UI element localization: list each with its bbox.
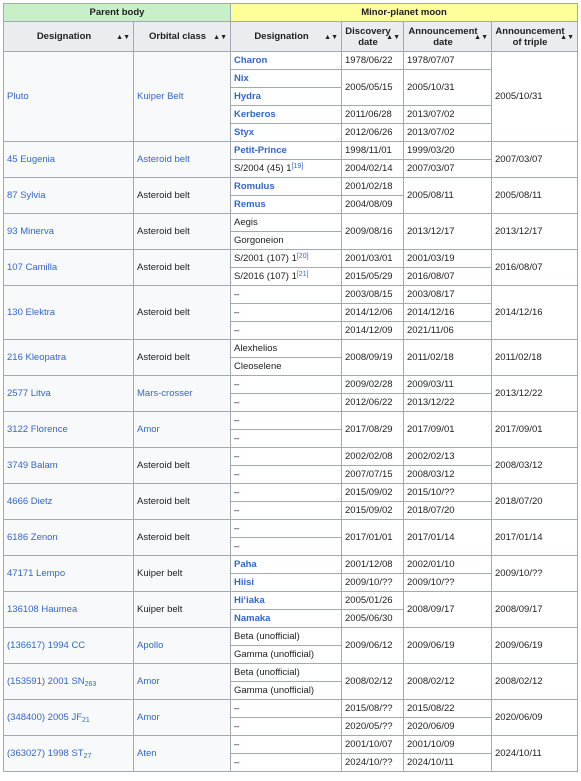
orbital-class-text: Kuiper belt bbox=[137, 604, 183, 615]
parent-body-cell bbox=[4, 250, 134, 286]
table-row bbox=[4, 142, 578, 160]
orbital-class-cell bbox=[134, 520, 231, 556]
moon-name-link[interactable]: Petit-Prince bbox=[234, 145, 287, 156]
discovery-date-cell: 2008/09/19 bbox=[342, 340, 404, 376]
parent-body-cell bbox=[4, 142, 134, 178]
moon-name: Gamma (unofficial) bbox=[234, 685, 315, 696]
parent-body-cell bbox=[4, 664, 134, 700]
announcement-of-triple-cell: 2013/12/17 bbox=[492, 214, 578, 250]
orbital-class-cell bbox=[134, 52, 231, 142]
header-label: Designation bbox=[254, 31, 309, 42]
discovery-date-cell: 2014/12/06 bbox=[342, 304, 404, 322]
header-label: Orbital class bbox=[148, 31, 207, 42]
discovery-date-cell: 2009/06/12 bbox=[342, 628, 404, 664]
announcement-date-cell: 2008/09/17 bbox=[404, 592, 492, 628]
parent-body-link[interactable]: (348400) 2005 JF bbox=[7, 712, 82, 723]
moon-designation-cell bbox=[231, 340, 342, 358]
orbital-class-text: Asteroid belt bbox=[137, 496, 190, 507]
moon-name: S/2016 (107) 1 bbox=[234, 271, 297, 282]
table-row bbox=[4, 178, 578, 196]
parent-body-cell bbox=[4, 214, 134, 250]
discovery-date-cell: 2017/01/01 bbox=[342, 520, 404, 556]
announcement-of-triple-cell: 2005/10/31 bbox=[492, 52, 578, 142]
announcement-date-cell: 2017/09/01 bbox=[404, 412, 492, 448]
orbital-class-link[interactable]: Apollo bbox=[137, 640, 164, 651]
announcement-date-cell: 2013/07/02 bbox=[404, 124, 492, 142]
announcement-of-triple-cell: 2008/02/12 bbox=[492, 664, 578, 700]
discovery-date-cell: 2024/10/?? bbox=[342, 754, 404, 772]
announcement-of-triple-cell: 2024/10/11 bbox=[492, 736, 578, 772]
announcement-date-cell: 2008/03/12 bbox=[404, 466, 492, 484]
parent-body-link[interactable]: 136108 Haumea bbox=[7, 604, 78, 615]
discovery-date-cell: 2005/05/15 bbox=[342, 70, 404, 106]
moon-designation-cell bbox=[231, 358, 342, 376]
moon-designation-cell bbox=[231, 448, 342, 466]
orbital-class-cell bbox=[134, 736, 231, 772]
table-row bbox=[4, 736, 578, 754]
orbital-class-text: Asteroid belt bbox=[137, 352, 190, 363]
announcement-date-cell: 2017/01/14 bbox=[404, 520, 492, 556]
moon-name: – bbox=[234, 379, 240, 390]
moon-designation-cell bbox=[231, 556, 342, 574]
moon-designation-cell bbox=[231, 394, 342, 412]
parent-body-link[interactable]: 3122 Florence bbox=[7, 424, 68, 435]
table-row bbox=[4, 286, 578, 304]
parent-body-cell bbox=[4, 484, 134, 520]
parent-body-link[interactable]: (153591) 2001 SN bbox=[7, 676, 85, 687]
moon-name: – bbox=[234, 703, 240, 714]
moon-designation-cell bbox=[231, 214, 342, 232]
sort-arrows-icon[interactable]: ▲▼ bbox=[386, 34, 400, 41]
parent-body-cell bbox=[4, 340, 134, 376]
discovery-date-cell: 2008/02/12 bbox=[342, 664, 404, 700]
moon-designation-cell bbox=[231, 70, 342, 88]
moon-designation-cell bbox=[231, 88, 342, 106]
moon-name-link[interactable]: Nix bbox=[234, 73, 249, 84]
minor-planet-moon-group-header: Minor-planet moon bbox=[231, 4, 578, 22]
announcement-date-cell: 1978/07/07 bbox=[404, 52, 492, 70]
parent-body-subscript[interactable]: 263 bbox=[84, 681, 97, 688]
table-row bbox=[4, 412, 578, 430]
discovery-date-cell: 2002/02/08 bbox=[342, 448, 404, 466]
moon-designation-cell bbox=[231, 142, 342, 160]
orbital-class-text: Asteroid belt bbox=[137, 190, 190, 201]
table-row bbox=[4, 340, 578, 358]
discovery-date-cell: 2009/02/28 bbox=[342, 376, 404, 394]
moon-designation-cell bbox=[231, 718, 342, 736]
moon-name-link[interactable]: Hiisi bbox=[234, 577, 255, 588]
announcement-date-column-header[interactable] bbox=[404, 22, 492, 52]
moon-name-link[interactable]: Kerberos bbox=[234, 109, 276, 120]
orbital-class-link[interactable]: Amor bbox=[137, 676, 160, 687]
moon-designation-cell bbox=[231, 250, 342, 268]
announcement-date-cell: 2018/07/20 bbox=[404, 502, 492, 520]
orbital-class-cell bbox=[134, 376, 231, 412]
parent-body-link[interactable]: (363027) 1998 ST bbox=[7, 748, 84, 759]
orbital-class-cell bbox=[134, 340, 231, 376]
parent-body-cell bbox=[4, 448, 134, 484]
orbital-class-text: Asteroid belt bbox=[137, 532, 190, 543]
moon-name-link[interactable]: Hiʻiaka bbox=[234, 595, 265, 606]
parent-body-link[interactable]: (136617) 1994 CC bbox=[7, 640, 86, 651]
sort-arrows-icon[interactable]: ▲▼ bbox=[213, 34, 227, 41]
header-label: Announcement date bbox=[408, 25, 478, 48]
discovery-date-cell: 2020/05/?? bbox=[342, 718, 404, 736]
sort-arrows-icon[interactable]: ▲▼ bbox=[116, 34, 130, 41]
discovery-date-cell: 2001/12/08 bbox=[342, 556, 404, 574]
moon-designation-cell bbox=[231, 178, 342, 196]
orbital-class-cell bbox=[134, 412, 231, 448]
parent-body-cell bbox=[4, 556, 134, 592]
moon-name: – bbox=[234, 397, 240, 408]
announcement-date-cell: 2003/08/17 bbox=[404, 286, 492, 304]
orbital-class-cell bbox=[134, 664, 231, 700]
header-label: Announcement of triple bbox=[495, 25, 565, 48]
orbital-class-text: Kuiper belt bbox=[137, 568, 183, 579]
moon-designation-cell bbox=[231, 286, 342, 304]
moon-designation-cell bbox=[231, 196, 342, 214]
announcement-date-cell: 2013/12/22 bbox=[404, 394, 492, 412]
table-row bbox=[4, 376, 578, 394]
parent-body-link[interactable]: 2577 Litva bbox=[7, 388, 51, 399]
announcement-date-cell: 2005/08/11 bbox=[404, 178, 492, 214]
moon-designation-cell bbox=[231, 466, 342, 484]
announcement-of-triple-cell: 2005/08/11 bbox=[492, 178, 578, 214]
moon-designation-cell bbox=[231, 646, 342, 664]
moon-name: – bbox=[234, 505, 240, 516]
parent-body-link[interactable]: 87 Sylvia bbox=[7, 190, 46, 201]
moon-name-link[interactable]: Namaka bbox=[234, 613, 271, 624]
table-row bbox=[4, 700, 578, 718]
orbital-class-column-header[interactable] bbox=[134, 22, 231, 52]
moon-designation-cell bbox=[231, 664, 342, 682]
parent-body-group-header: Parent body bbox=[4, 4, 231, 22]
sort-arrows-icon[interactable]: ▲▼ bbox=[560, 34, 574, 41]
moon-designation-cell bbox=[231, 412, 342, 430]
parent-body-link[interactable]: 4666 Dietz bbox=[7, 496, 53, 507]
orbital-class-link[interactable]: Kuiper Belt bbox=[137, 91, 184, 102]
moon-name: – bbox=[234, 541, 240, 552]
parent-body-link[interactable]: 216 Kleopatra bbox=[7, 352, 67, 363]
announcement-date-cell: 2007/03/07 bbox=[404, 160, 492, 178]
table-row bbox=[4, 484, 578, 502]
moon-designation-cell bbox=[231, 520, 342, 538]
moon-designation-cell bbox=[231, 268, 342, 286]
announcement-of-triple-cell: 2009/10/?? bbox=[492, 556, 578, 592]
moon-name: Beta (unofficial) bbox=[234, 667, 300, 678]
reference-link[interactable]: [20] bbox=[296, 253, 309, 260]
discovery-date-cell: 2017/08/29 bbox=[342, 412, 404, 448]
discovery-date-cell: 2007/07/15 bbox=[342, 466, 404, 484]
discovery-date-cell: 2005/06/30 bbox=[342, 610, 404, 628]
discovery-date-cell: 2012/06/26 bbox=[342, 124, 404, 142]
orbital-class-cell bbox=[134, 214, 231, 250]
discovery-date-cell: 2004/02/14 bbox=[342, 160, 404, 178]
discovery-date-cell: 2001/03/01 bbox=[342, 250, 404, 268]
moon-designation-cell bbox=[231, 736, 342, 754]
discovery-date-cell: 2003/08/15 bbox=[342, 286, 404, 304]
discovery-date-cell: 2014/12/09 bbox=[342, 322, 404, 340]
discovery-date-cell: 2011/06/28 bbox=[342, 106, 404, 124]
announcement-date-cell: 2005/10/31 bbox=[404, 70, 492, 106]
announcement-of-triple-cell: 2011/02/18 bbox=[492, 340, 578, 376]
orbital-class-link[interactable]: Mars-crosser bbox=[137, 388, 193, 399]
moon-designation-cell bbox=[231, 610, 342, 628]
announcement-of-triple-cell: 2020/06/09 bbox=[492, 700, 578, 736]
orbital-class-cell bbox=[134, 250, 231, 286]
orbital-class-text: Asteroid belt bbox=[137, 226, 190, 237]
moon-name: – bbox=[234, 469, 240, 480]
announcement-date-cell: 2013/07/02 bbox=[404, 106, 492, 124]
discovery-date-cell: 2012/06/22 bbox=[342, 394, 404, 412]
moon-designation-cell bbox=[231, 682, 342, 700]
moon-name-link[interactable]: Styx bbox=[234, 127, 255, 138]
moon-name-link[interactable]: Charon bbox=[234, 55, 268, 66]
moon-name: Cleoselene bbox=[234, 361, 282, 372]
announcement-date-cell: 2015/08/22 bbox=[404, 700, 492, 718]
moon-name: – bbox=[234, 487, 240, 498]
parent-body-cell bbox=[4, 412, 134, 448]
parent-body-cell bbox=[4, 592, 134, 628]
reference-link[interactable]: [21] bbox=[296, 271, 309, 278]
orbital-class-cell bbox=[134, 592, 231, 628]
moon-name: – bbox=[234, 721, 240, 732]
parent-body-cell bbox=[4, 178, 134, 214]
orbital-class-cell bbox=[134, 178, 231, 214]
discovery-date-cell: 2015/05/29 bbox=[342, 268, 404, 286]
moon-name-link[interactable]: Paha bbox=[234, 559, 257, 570]
announcement-of-triple-cell: 2013/12/22 bbox=[492, 376, 578, 412]
moon-name: – bbox=[234, 451, 240, 462]
moon-name-link[interactable]: Remus bbox=[234, 199, 266, 210]
orbital-class-cell bbox=[134, 556, 231, 592]
parent-body-cell bbox=[4, 736, 134, 772]
discovery-date-cell: 2015/08/?? bbox=[342, 700, 404, 718]
discovery-date-cell: 1978/06/22 bbox=[342, 52, 404, 70]
table-row bbox=[4, 448, 578, 466]
discovery-date-cell: 2009/08/16 bbox=[342, 214, 404, 250]
orbital-class-text: Asteroid belt bbox=[137, 262, 190, 273]
announcement-date-cell: 2020/06/09 bbox=[404, 718, 492, 736]
moon-designation-column-header[interactable] bbox=[231, 22, 342, 52]
announcement-of-triple-cell: 2014/12/16 bbox=[492, 286, 578, 340]
announcement-of-triple-cell: 2007/03/07 bbox=[492, 142, 578, 178]
table-body bbox=[4, 52, 578, 772]
announcement-date-cell: 2016/08/07 bbox=[404, 268, 492, 286]
announcement-date-cell: 2009/06/19 bbox=[404, 628, 492, 664]
parent-body-link[interactable]: 130 Elektra bbox=[7, 307, 56, 318]
moon-name: S/2001 (107) 1 bbox=[234, 253, 297, 264]
moon-designation-cell bbox=[231, 574, 342, 592]
sort-arrows-icon[interactable]: ▲▼ bbox=[474, 34, 488, 41]
parent-body-link[interactable]: 47171 Lempo bbox=[7, 568, 66, 579]
parent-body-link[interactable]: 107 Camilla bbox=[7, 262, 58, 273]
announcement-date-cell: 2002/01/10 bbox=[404, 556, 492, 574]
moon-designation-cell bbox=[231, 322, 342, 340]
orbital-class-cell bbox=[134, 286, 231, 340]
moon-designation-cell bbox=[231, 754, 342, 772]
moon-designation-cell bbox=[231, 376, 342, 394]
announcement-of-triple-cell: 2018/07/20 bbox=[492, 484, 578, 520]
parent-body-cell bbox=[4, 700, 134, 736]
table-row bbox=[4, 592, 578, 610]
announcement-of-triple-cell: 2017/09/01 bbox=[492, 412, 578, 448]
discovery-date-cell: 1998/11/01 bbox=[342, 142, 404, 160]
parent-body-link[interactable]: Pluto bbox=[7, 91, 29, 102]
moon-designation-cell bbox=[231, 232, 342, 250]
discovery-date-cell: 2004/08/09 bbox=[342, 196, 404, 214]
announcement-of-triple-column-header[interactable] bbox=[492, 22, 578, 52]
moon-name: – bbox=[234, 739, 240, 750]
parent-body-subscript[interactable]: 27 bbox=[83, 753, 92, 760]
moon-designation-cell bbox=[231, 538, 342, 556]
parent-body-cell bbox=[4, 628, 134, 664]
orbital-class-link[interactable]: Amor bbox=[137, 712, 160, 723]
moon-name-link[interactable]: Hydra bbox=[234, 91, 261, 102]
table-row bbox=[4, 214, 578, 232]
announcement-date-cell: 2021/11/06 bbox=[404, 322, 492, 340]
discovery-date-cell: 2015/09/02 bbox=[342, 502, 404, 520]
moon-name: – bbox=[234, 415, 240, 426]
header-label: Designation bbox=[36, 31, 92, 42]
parent-body-link[interactable]: 45 Eugenia bbox=[7, 154, 56, 165]
parent-body-cell bbox=[4, 286, 134, 340]
announcement-date-cell: 2009/03/11 bbox=[404, 376, 492, 394]
moon-designation-cell bbox=[231, 304, 342, 322]
parent-body-link[interactable]: 6186 Zenon bbox=[7, 532, 58, 543]
designation-column-header[interactable] bbox=[4, 22, 134, 52]
parent-body-link[interactable]: 93 Minerva bbox=[7, 226, 54, 237]
table-row bbox=[4, 52, 578, 70]
discovery-date-cell: 2001/02/18 bbox=[342, 178, 404, 196]
discovery-date-cell: 2005/01/26 bbox=[342, 592, 404, 610]
orbital-class-link[interactable]: Asteroid belt bbox=[137, 154, 190, 165]
table-row bbox=[4, 250, 578, 268]
announcement-of-triple-cell: 2008/03/12 bbox=[492, 448, 578, 484]
parent-body-link[interactable]: 3749 Balam bbox=[7, 460, 58, 471]
reference-link[interactable]: [19] bbox=[291, 163, 304, 170]
announcement-date-cell: 2011/02/18 bbox=[404, 340, 492, 376]
moon-name: – bbox=[234, 433, 240, 444]
moon-designation-cell bbox=[231, 592, 342, 610]
header-label: Discovery date bbox=[345, 25, 391, 48]
minor-planet-moons-table bbox=[3, 3, 578, 772]
table-row bbox=[4, 556, 578, 574]
orbital-class-cell bbox=[134, 484, 231, 520]
moon-name: – bbox=[234, 307, 240, 318]
moon-name: – bbox=[234, 325, 240, 336]
moon-name: – bbox=[234, 523, 240, 534]
moon-name: Gorgoneion bbox=[234, 235, 284, 246]
discovery-date-cell: 2015/09/02 bbox=[342, 484, 404, 502]
orbital-class-link[interactable]: Amor bbox=[137, 424, 160, 435]
orbital-class-text: Asteroid belt bbox=[137, 307, 190, 318]
moon-name: Beta (unofficial) bbox=[234, 631, 300, 642]
moon-name-link[interactable]: Romulus bbox=[234, 181, 275, 192]
parent-body-cell bbox=[4, 52, 134, 142]
announcement-of-triple-cell: 2016/08/07 bbox=[492, 250, 578, 286]
moon-name: – bbox=[234, 757, 240, 768]
moon-designation-cell bbox=[231, 484, 342, 502]
orbital-class-cell bbox=[134, 448, 231, 484]
announcement-of-triple-cell: 2017/01/14 bbox=[492, 520, 578, 556]
announcement-date-cell: 2001/10/09 bbox=[404, 736, 492, 754]
moon-designation-cell bbox=[231, 628, 342, 646]
announcement-date-cell: 2002/02/13 bbox=[404, 448, 492, 466]
announcement-date-cell: 2014/12/16 bbox=[404, 304, 492, 322]
moon-designation-cell bbox=[231, 502, 342, 520]
announcement-date-cell: 2024/10/11 bbox=[404, 754, 492, 772]
table-row bbox=[4, 520, 578, 538]
moon-designation-cell bbox=[231, 124, 342, 142]
moon-designation-cell bbox=[231, 430, 342, 448]
announcement-date-cell: 2015/10/?? bbox=[404, 484, 492, 502]
moon-name: – bbox=[234, 289, 240, 300]
announcement-date-cell: 2001/03/19 bbox=[404, 250, 492, 268]
orbital-class-text: Asteroid belt bbox=[137, 460, 190, 471]
announcement-date-cell: 1999/03/20 bbox=[404, 142, 492, 160]
discovery-date-cell: 2001/10/07 bbox=[342, 736, 404, 754]
orbital-class-cell bbox=[134, 142, 231, 178]
moon-name: Aegis bbox=[234, 217, 258, 228]
orbital-class-cell bbox=[134, 628, 231, 664]
moon-designation-cell bbox=[231, 52, 342, 70]
discovery-date-column-header[interactable] bbox=[342, 22, 404, 52]
moon-designation-cell bbox=[231, 160, 342, 178]
announcement-date-cell: 2008/02/12 bbox=[404, 664, 492, 700]
moon-name: S/2004 (45) 1 bbox=[234, 163, 292, 174]
orbital-class-cell bbox=[134, 700, 231, 736]
parent-body-cell bbox=[4, 376, 134, 412]
announcement-date-cell: 2013/12/17 bbox=[404, 214, 492, 250]
announcement-date-cell: 2009/10/?? bbox=[404, 574, 492, 592]
announcement-of-triple-cell: 2008/09/17 bbox=[492, 592, 578, 628]
moon-name: Alexhelios bbox=[234, 343, 278, 354]
moon-designation-cell bbox=[231, 700, 342, 718]
moon-designation-cell bbox=[231, 106, 342, 124]
table-row bbox=[4, 628, 578, 646]
table-row bbox=[4, 664, 578, 682]
parent-body-subscript[interactable]: 21 bbox=[82, 717, 90, 724]
announcement-of-triple-cell: 2009/06/19 bbox=[492, 628, 578, 664]
discovery-date-cell: 2009/10/?? bbox=[342, 574, 404, 592]
orbital-class-link[interactable]: Aten bbox=[137, 748, 157, 759]
moon-name: Gamma (unofficial) bbox=[234, 649, 315, 660]
sort-arrows-icon[interactable]: ▲▼ bbox=[324, 34, 338, 41]
parent-body-cell bbox=[4, 520, 134, 556]
